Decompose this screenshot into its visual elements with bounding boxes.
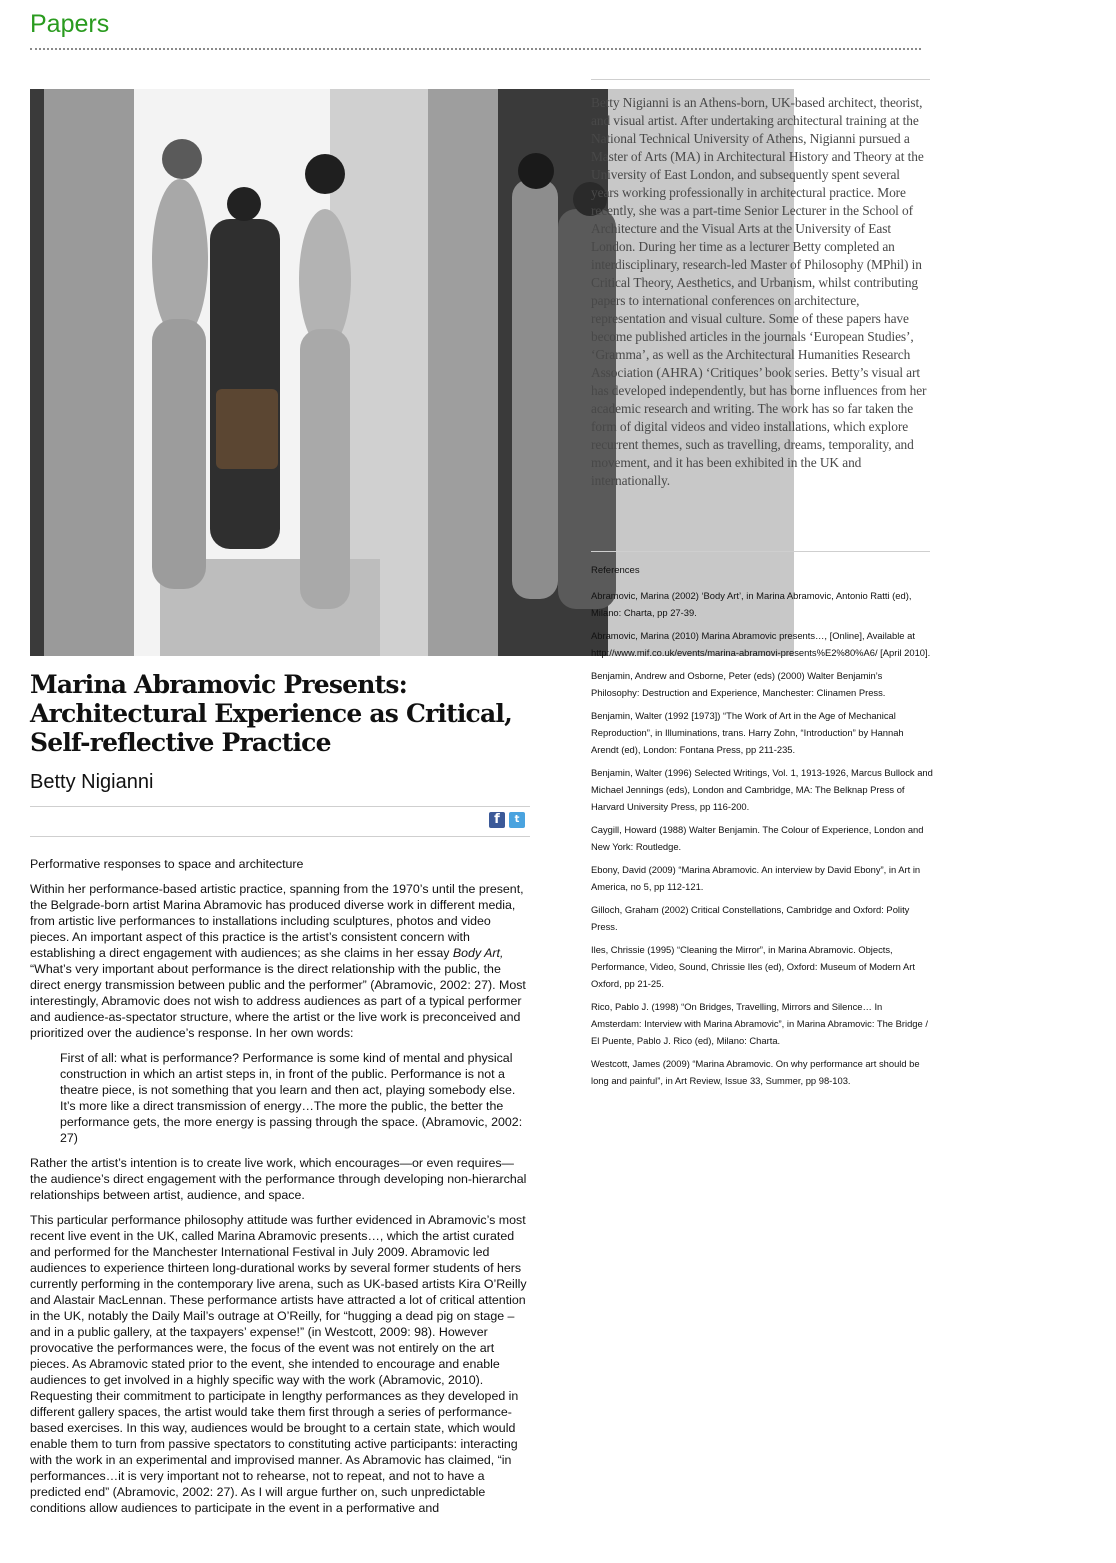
facebook-share-icon[interactable]: f (489, 812, 505, 828)
reference-item: Ebony, David (2009) “Marina Abramovic. An interview by David Ebony”, in Art in America, no 5, pp 112-121. (591, 864, 921, 892)
reference-item: Abramovic, Marina (2010) Marina Abramovic presents…, [Online], Available at http://www.mif.co.uk/events/marina-abramovi-presents%E2%80%A6/ [April 2010]. (591, 630, 931, 658)
reference-item: Abramovic, Marina (2002) ‘Body Art’, in Marina Abramovic, Antonio Ratti (ed), Milano: Charta, pp 27-39. (591, 590, 912, 618)
reference-item: Gilloch, Graham (2002) Critical Constellations, Cambridge and Oxford: Polity Press. (591, 904, 910, 932)
reference-item: Caygill, Howard (1988) Walter Benjamin. The Colour of Experience, London and New York: Routledge. (591, 824, 924, 852)
reference-item: Westcott, James (2009) “Marina Abramovic. On why performance art should be long and painful”, in Art Review, Issue 33, Summer, pp 98-103. (591, 1058, 920, 1086)
bio-top-divider (591, 79, 930, 80)
references-heading: References (591, 565, 640, 576)
share-bar-bottom-divider (30, 836, 530, 837)
article-subtitle: Performative responses to space and architecture (30, 857, 304, 871)
paragraph: Within her performance-based artistic practice, spanning from the 1970’s until the present, the Belgrade-born artist Marina Abramovic has produced diverse work in different media, from artistic live performances to installations including sculptures, photos and video pieces. An important aspect of this practice is the artist’s consistent concern with establishing a direct engagement with audiences; as she claims in her essay Body Art, “What’s very important about performance is the direct relationship with the public, the direct energy transmission between public and the performer” (Abramovic, 2002: 27). Most interestingly, Abramovic does not wish to address audiences as part of a typical performer and audience-as-spectator structure, where the artist or the live work is preconceived and prioritized over the audience’s response. In her own words: (30, 882, 526, 1040)
article-body (30, 856, 530, 1525)
section-title: Papers (30, 10, 110, 38)
article-title: Marina Abramovic Presents: Architectural Experience as Critical, Self-reflective Practice (30, 670, 512, 757)
references-list (591, 587, 933, 1095)
twitter-share-icon[interactable]: t (509, 812, 525, 828)
bio-bottom-divider (591, 551, 930, 552)
share-bar-top-divider (30, 806, 530, 807)
reference-item: Benjamin, Andrew and Osborne, Peter (eds) (2000) Walter Benjamin’s Philosophy: Destruction and Experience, Manchester: Clinamen Press. (591, 670, 886, 698)
paragraph: This particular performance philosophy attitude was further evidenced in Abramovic’s most recent live event in the UK, called Marina Abramovic presents…, which the artist curated and performed for the Manchester International Festival in July 2009. Abramovic led audiences to experience thirteen long-durational works by several former students of hers currently performing in the contemporary live arena, such as UK-based artists Kira O’Reilly and Alastair MacLennan. These performance artists have attracted a lot of critical attention in the UK, notably the Daily Mail’s outrage at O’Reilly, for “hugging a dead pig on stage – and in a public gallery, at the taxpayers’ expense!” (in Westcott, 2009: 98). However provocative the performances were, the focus of the event was not entirely on the art pieces. As Abramovic stated prior to the event, she intended to encourage and enable audiences to get involved in a highly specific way with the work (Abramovic, 2010). Requesting their commitment to participate in lengthy performances as they developed in different gallery spaces, the artist would take them first through a series of performance-based exercises. In this way, audiences would be brought to a certain state, which would enable them to turn from passive spectators to constituting active participants: interacting with the work in an experimental and improvised manner. As Abramovic has claimed, “in performances…it is very important not to rehearse, not to repeat, and not to have a predicted end” (Abramovic, 2002: 27). As I will argue further on, such unpredictable conditions allow audiences to participate in the event in a performative and (30, 1213, 527, 1515)
reference-item: Iles, Chrissie (1995) “Cleaning the Mirror”, in Marina Abramovic. Objects, Performance, Video, Sound, Chrissie Iles (ed), Oxford: Museum of Modern Art Oxford, pp 21-25. (591, 944, 915, 989)
dotted-divider (30, 48, 921, 50)
block-quote: First of all: what is performance? Performance is some kind of mental and physical construction in which an artist steps in, in front of the public. Performance is not a theatre piece, is not something that you learn and then act, playing somebody else. It’s more like a direct transmission of energy…The more the public, the better the performance gets, the more energy is passing through the space. (Abramovic, 2002: 27) (60, 1051, 523, 1145)
paragraph: Rather the artist’s intention is to create live work, which encourages—or even requires—the audience’s direct engagement with the performance through developing non-hierarchal relationships between artist, audience, and space. (30, 1156, 527, 1202)
author-bio: Betty Nigianni is an Athens-born, UK-based architect, theorist, and visual artist. After undertaking architectural training at the National Technical University of Athens, Nigianni pursued a Master of Arts (MA) in Architectural History and Theory at the University of East London, and subsequently spent several years working professionally in architectural practice. More recently, she was a part-time Senior Lecturer in the School of Architecture and the Visual Arts at the University of East London. During her time as a lecturer Betty completed an interdisciplinary, research-led Master of Philosophy (MPhil) in Critical Theory, Aesthetics, and Urbanism, whilst contributing papers to international conferences on architecture, representation and visual culture. Some of these papers have become published articles in the journals ‘European Studies’, ‘Gramma’, as well as the Architectural Humanities Research Association (AHRA) ‘Critiques’ book series. Betty’s visual art has developed independently, but has borne influences from her academic research and writing. The work has so far taken the form of digital videos and video installations, which explore recurrent themes, such as travelling, dreams, temporality, and movement, and it has been exhibited in the UK and internationally. (591, 95, 927, 488)
reference-item: Benjamin, Walter (1992 [1973]) “The Work of Art in the Age of Mechanical Reproduction”, in Illuminations, trans. Harry Zohn, “Introduction” by Hannah Arendt (ed), London: Fontana Press, pp 211-235. (591, 710, 904, 755)
essay-title: Body Art, (452, 946, 504, 960)
article-author: Betty Nigianni (30, 771, 154, 793)
reference-item: Rico, Pablo J. (1998) “On Bridges, Travelling, Mirrors and Silence… In Amsterdam: Interview with Marina Abramovic”, in Marina Abramovic: The Bridge / El Puente, Pablo J. Rico (ed), Milano: Charta. (591, 1001, 928, 1046)
reference-item: Benjamin, Walter (1996) Selected Writings, Vol. 1, 1913-1926, Marcus Bullock and Michael Jennings (eds), London and Cambridge, MA: The Belknap Press of Harvard University Press, pp 116-200. (591, 767, 933, 812)
